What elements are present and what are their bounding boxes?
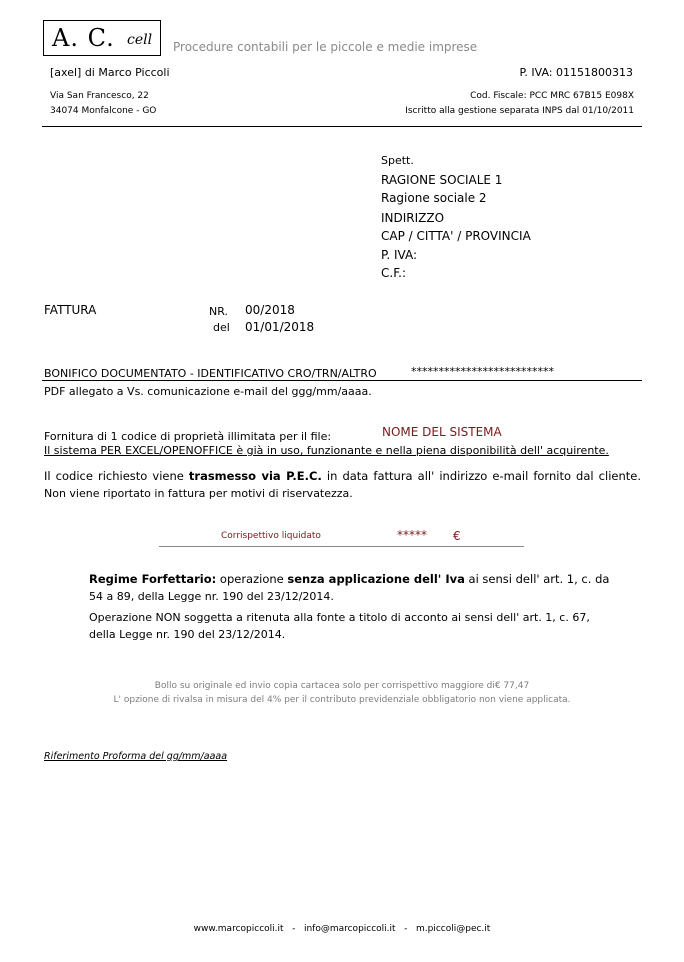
recipient-indirizzo: INDIRIZZO: [381, 211, 445, 225]
payment-label: BONIFICO DOCUMENTATO - IDENTIFICATIVO CRO/TRN/ALTRO: [44, 367, 377, 380]
regime-bold-2: senza applicazione dell' Iva: [287, 572, 465, 586]
regime-text-2: ai sensi dell' art. 1, c. da: [464, 572, 610, 586]
recipient-cf: C.F.:: [381, 266, 407, 280]
invoice-title: FATTURA: [44, 303, 97, 317]
logo-sub: cell: [127, 32, 153, 48]
invoice-del-value: 01/01/2018: [245, 320, 315, 334]
recipient-rs1: RAGIONE SOCIALE 1: [381, 173, 503, 187]
recipient-citta: CAP / CITTA' / PROVINCIA: [381, 229, 531, 243]
tagline: Procedure contabili per le piccole e medie imprese: [173, 40, 478, 54]
system-line-text: Il sistema PER EXCEL/OPENOFFICE è già in uso, funzionante e nella piena disponibilità dell' acquirente.: [44, 444, 609, 457]
code-post: in data fattura all' indirizzo e-mail fornito dal cliente.: [321, 469, 641, 483]
payment-divider: [42, 380, 642, 381]
regime-line-1: [89, 571, 610, 588]
code-pre: Il codice richiesto viene: [44, 469, 189, 483]
company-address-1: Via San Francesco, 22: [50, 91, 149, 101]
total-value: *****: [397, 528, 427, 542]
total-currency: €: [453, 529, 461, 543]
ritenuta-line-2: della Legge nr. 190 del 23/12/2014.: [89, 628, 286, 641]
payment-pdf-note: PDF allegato a Vs. comunicazione e-mail del ggg/mm/aaaa.: [44, 385, 372, 398]
proforma-reference: [44, 751, 227, 762]
ritenuta-line-1: Operazione NON soggetta a ritenuta alla fonte a titolo di acconto ai sensi dell' art. 1, c. 67,: [89, 611, 590, 624]
logo-main: A. C.: [52, 24, 115, 52]
code-line-2: Non viene riportato in fattura per motivi di riservatezza.: [44, 487, 353, 500]
system-name: NOME DEL SISTEMA: [382, 425, 502, 439]
recipient-rs2: Ragione sociale 2: [381, 191, 487, 205]
recipient-spett: Spett.: [381, 154, 414, 167]
code-line-1: [44, 468, 641, 485]
total-divider: [159, 546, 524, 547]
recipient-piva: P. IVA:: [381, 248, 418, 262]
company-inps: Iscritto alla gestione separata INPS dal 01/10/2011: [405, 106, 634, 116]
regime-bold-1: Regime Forfettario:: [89, 572, 217, 586]
invoice-del-label: del: [213, 321, 230, 334]
regime-line-2: 54 a 89, della Legge nr. 190 del 23/12/2014.: [89, 590, 334, 603]
invoice-nr-value: 00/2018: [245, 303, 295, 317]
bollo-note: Bollo su originale ed invio copia cartacea solo per corrispettivo maggiore di€ 77,47: [154, 681, 530, 691]
company-codfiscale: Cod. Fiscale: PCC MRC 67B15 E098X: [470, 91, 634, 101]
header-divider: [42, 126, 642, 127]
invoice-nr-label: NR.: [209, 305, 228, 318]
total-label: Corrispettivo liquidato: [221, 531, 321, 541]
company-name: [axel] di Marco Piccoli: [50, 66, 170, 79]
payment-code: **************************: [411, 365, 554, 378]
rivalsa-note: L' opzione di rivalsa in misura del 4% per il contributo previdenziale obbligatorio non viene applicata.: [113, 695, 571, 705]
proforma-reference-text: Riferimento Proforma del gg/mm/aaaa: [44, 751, 228, 762]
system-line: [44, 444, 609, 457]
company-piva: P. IVA: 01151800313: [519, 66, 633, 79]
code-bold: trasmesso via P.E.C.: [188, 469, 322, 483]
logo: [43, 20, 161, 56]
company-address-2: 34074 Monfalcone - GO: [50, 106, 157, 116]
regime-text-1: operazione: [216, 572, 288, 586]
footer-contacts: www.marcopiccoli.it - info@marcopiccoli.it - m.piccoli@pec.it: [193, 924, 491, 934]
supply-text: Fornitura di 1 codice di proprietà illimitata per il file:: [44, 430, 332, 443]
